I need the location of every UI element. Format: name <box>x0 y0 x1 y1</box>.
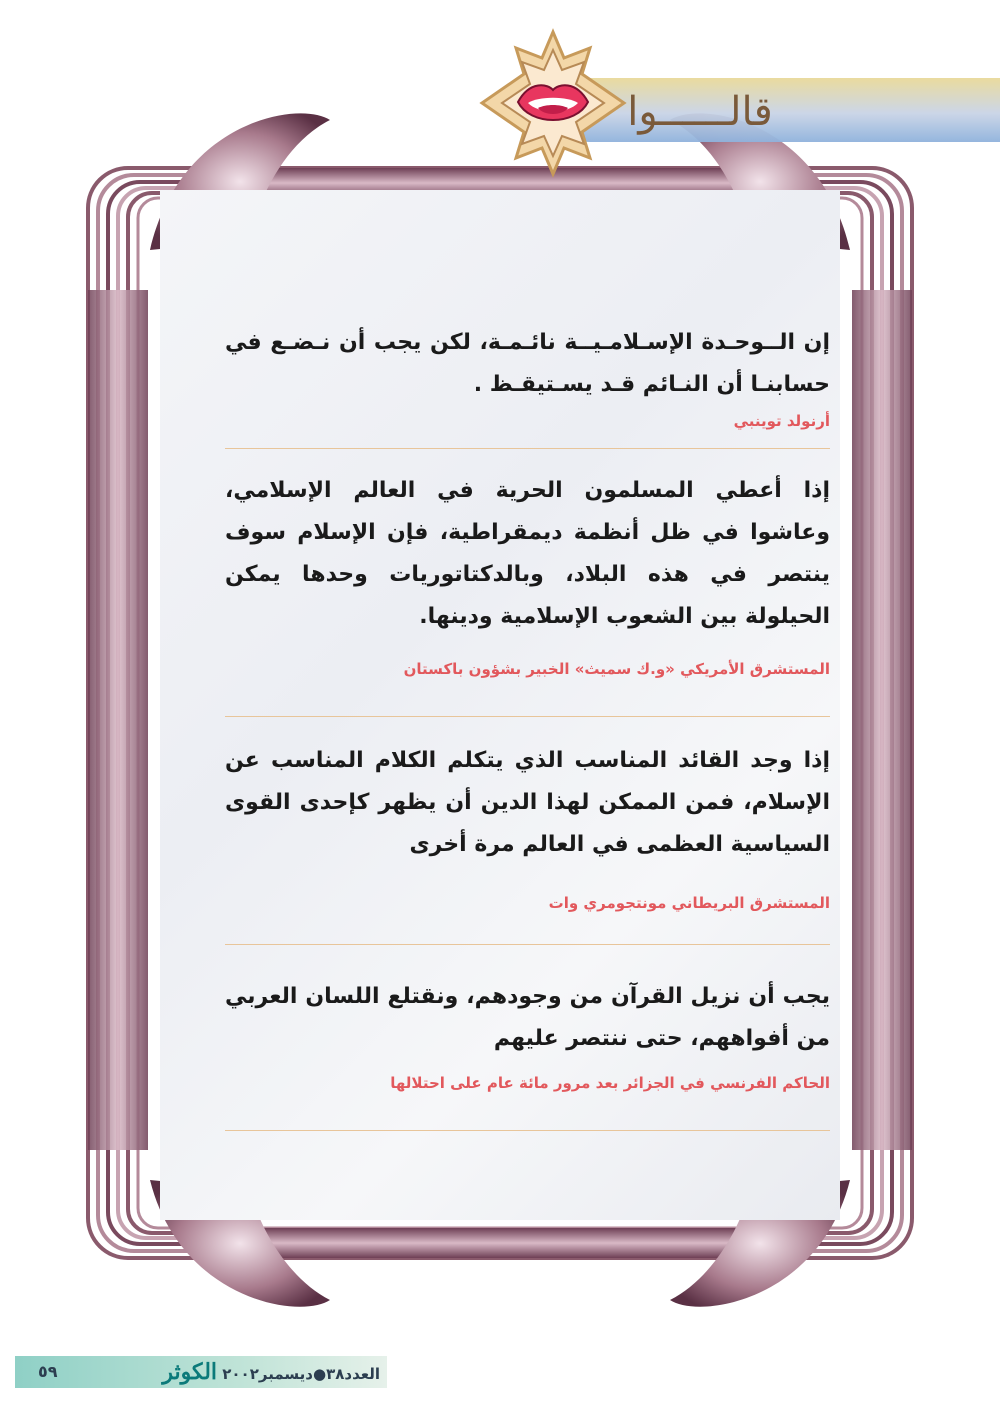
quote-author: الحاكم الفرنسي في الجزائر بعد مرور مائة عام على احتلالها <box>390 1074 830 1092</box>
quote-author: أرنولد توينبي <box>733 412 830 430</box>
quote-author: المستشرق البريطاني مونتجومري وات <box>548 894 830 912</box>
quote-block-2 <box>225 470 830 678</box>
footer-issue: العدد٣٨●ديسمبر٢٠٠٢ <box>222 1365 380 1383</box>
divider <box>225 1130 830 1131</box>
quote-text: يجب أن نزيل القرآن من وجودهم، ونقتلع اللسان العربي من أفواههم، حتى ننتصر عليهم <box>225 984 830 1051</box>
page-number: ٥٩ <box>38 1362 58 1381</box>
quote-text: إذا أعطي المسلمون الحرية في العالم الإسلامي، وعاشوا في ظل أنظمة ديمقراطية، فإن الإسلام سوف ينتصر في هذه البلاد، وبالدكتاتوريات وحدها يمكن الحيلولة بين الشعوب الإسلامية ودينها. <box>225 478 830 629</box>
quote-block-3 <box>225 740 830 912</box>
footer-issue-line <box>40 1357 380 1387</box>
divider <box>225 448 830 449</box>
quote-text: إذا وجد القائد المناسب الذي يتكلم الكلام المناسب عن الإسلام، فمن الممكن لهذا الدين أن يظهر كإحدى القوى السياسية العظمى في العالم مرة أخرى <box>225 748 830 857</box>
quote-block-1 <box>225 322 830 430</box>
magazine-name: الكوثر <box>162 1359 218 1385</box>
divider <box>225 944 830 945</box>
divider <box>225 716 830 717</box>
page-title: قالــــــوا <box>627 89 773 135</box>
quote-block-4 <box>225 976 830 1092</box>
quote-author: المستشرق الأمريكي «و.ك سميث» الخبير بشؤون باكستان <box>403 660 830 678</box>
quote-text: إن الــوحـدة الإسـلامـيــة نائـمـة، لكن يجب أن نـضـع في حسابنـا أن النـائم قـد يسـتيقـظ . <box>225 330 830 397</box>
lips-emblem-icon <box>478 28 628 178</box>
